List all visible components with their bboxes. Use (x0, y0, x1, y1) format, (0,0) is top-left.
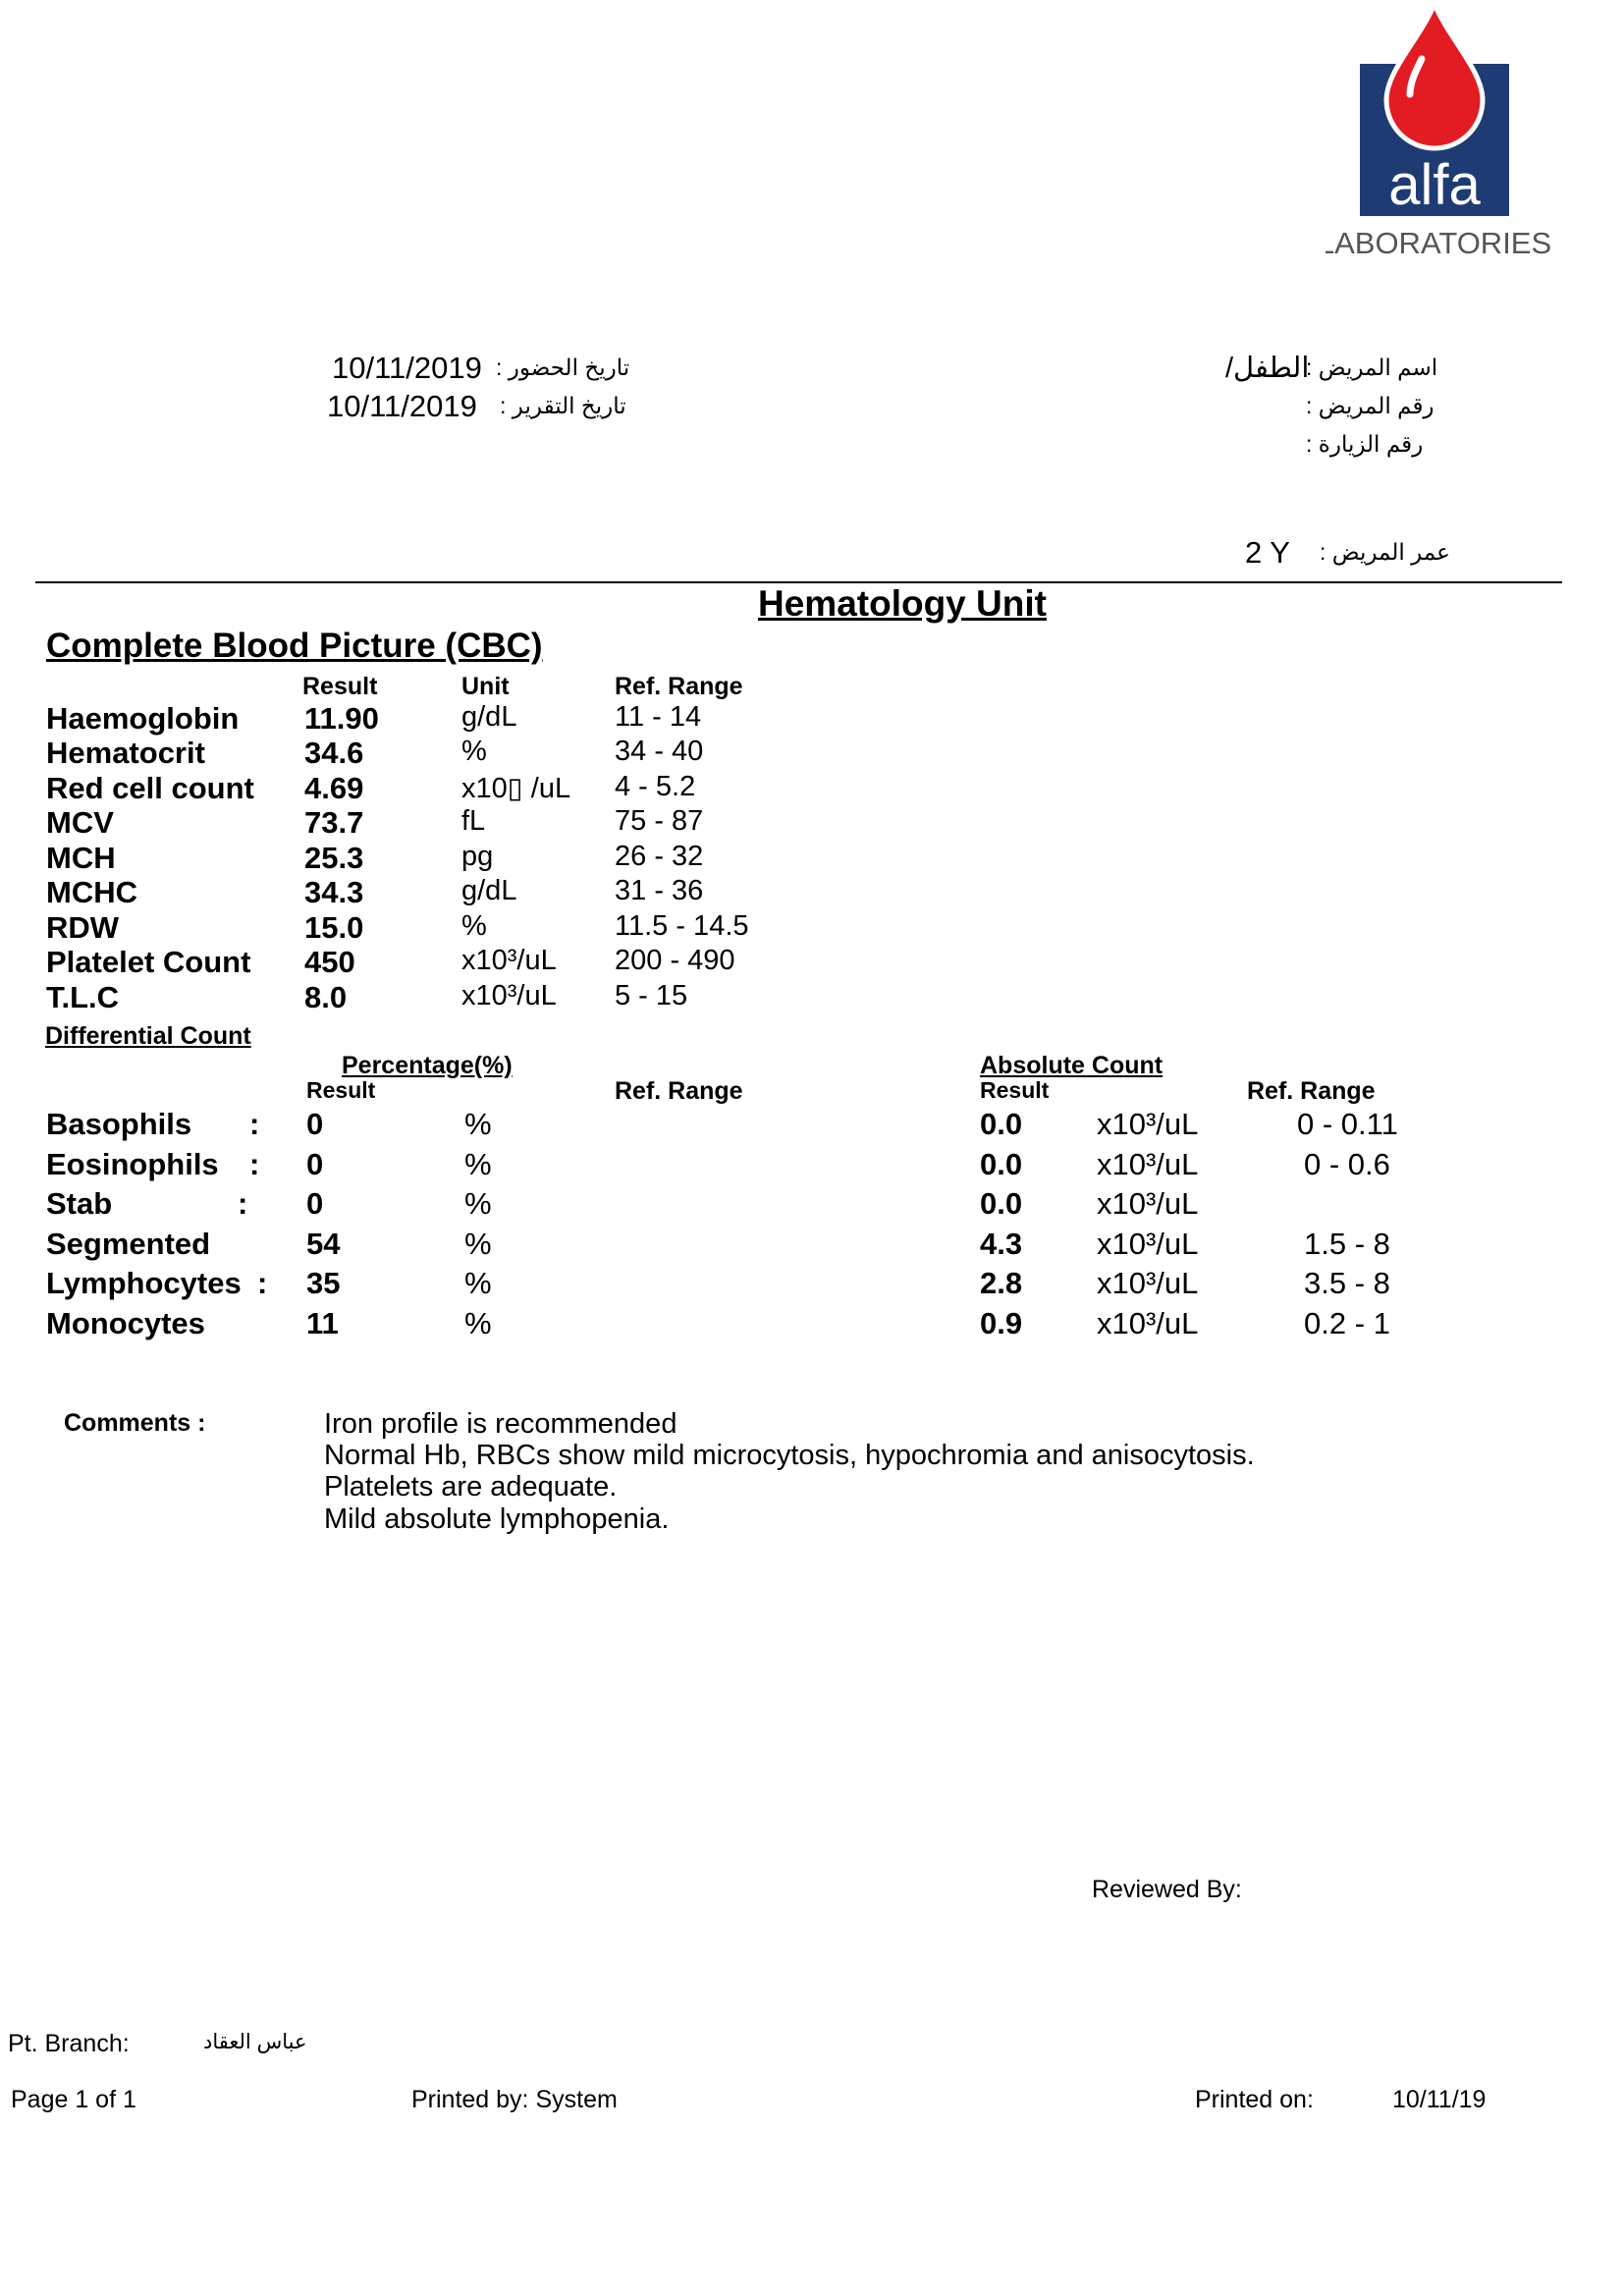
absolute-range-header: Ref. Range (1247, 1077, 1376, 1105)
diff-row-percent-unit: % (464, 1266, 492, 1300)
cbc-row-range: 75 - 87 (615, 805, 704, 837)
cbc-row-result: 34.3 (304, 875, 364, 909)
absolute-title: Absolute Count (980, 1052, 1164, 1079)
diff-row-absolute-unit: x10³/uL (1097, 1147, 1199, 1181)
diff-row-absolute-unit: x10³/uL (1097, 1306, 1199, 1340)
diff-row-percent: 0 (306, 1186, 324, 1221)
percentage-title: Percentage(%) (342, 1052, 513, 1079)
cbc-row-result: 73.7 (304, 805, 364, 840)
patient-name-value: الطفل/ (1225, 353, 1310, 384)
patient-id-label: رقم المريض : (1306, 393, 1435, 418)
comment-line: Platelets are adequate. (324, 1471, 618, 1503)
cbc-row-unit: x10³/uL (461, 945, 557, 976)
diff-row-percent-unit: % (464, 1306, 492, 1340)
reviewed-by-label: Reviewed By: (1092, 1876, 1242, 1903)
report-date-value: 10/11/2019 (327, 389, 477, 423)
page-number: Page 1 of 1 (11, 2086, 136, 2113)
branch-value: عباس العقاد (203, 2031, 307, 2053)
cbc-row-range: 4 - 5.2 (615, 771, 696, 802)
diff-row-absolute-range: 0.2 - 1 (1304, 1306, 1390, 1340)
printed-on-value: 10/11/19 (1392, 2086, 1487, 2113)
visit-number-label: رقم الزيارة : (1306, 431, 1424, 457)
percentage-result-header: Result (306, 1077, 376, 1103)
diff-row-absolute-unit: x10³/uL (1097, 1227, 1199, 1261)
cbc-row-name: Haemoglobin (46, 701, 240, 736)
cbc-header-range: Ref. Range (615, 673, 743, 700)
diff-row-name: Basophils (46, 1107, 192, 1141)
cbc-row-range: 34 - 40 (615, 736, 704, 767)
differential-title: Differential Count (45, 1022, 251, 1050)
logo-wordmark: alfa (1388, 153, 1481, 217)
blood-drop-logo-icon (1326, 0, 1566, 265)
attendance-date-value: 10/11/2019 (332, 351, 482, 385)
attendance-date-label: تاريخ الحضور : (496, 355, 630, 380)
diff-row-absolute: 0.0 (980, 1147, 1023, 1181)
cbc-row-name: RDW (46, 910, 120, 945)
cbc-row-range: 11.5 - 14.5 (615, 910, 749, 942)
cbc-row-name: Red cell count (46, 771, 254, 805)
diff-row-percent-unit: % (464, 1107, 492, 1141)
cbc-row-result: 15.0 (304, 910, 364, 945)
diff-row-percent: 11 (306, 1306, 339, 1340)
diff-row-percent-unit: % (464, 1227, 492, 1261)
diff-row-absolute-range: 1.5 - 8 (1304, 1227, 1390, 1261)
diff-row-absolute-unit: x10³/uL (1097, 1107, 1199, 1141)
diff-row-absolute-unit: x10³/uL (1097, 1186, 1199, 1221)
cbc-row-name: T.L.C (46, 980, 120, 1014)
printed-on-label: Printed on: (1195, 2086, 1314, 2113)
diff-row-percent-unit: % (464, 1186, 492, 1221)
diff-row-absolute-unit: x10³/uL (1097, 1266, 1199, 1300)
diff-row-name: Eosinophils (46, 1147, 219, 1181)
cbc-row-unit: % (461, 736, 487, 767)
printed-by: Printed by: System (411, 2086, 618, 2113)
absolute-result-header: Result (980, 1077, 1050, 1103)
diff-row-percent: 35 (306, 1266, 341, 1300)
diff-row-name: Segmented (46, 1227, 211, 1261)
diff-row-colon: : (257, 1266, 268, 1300)
patient-age-label: عمر المريض : (1320, 539, 1450, 565)
diff-row-absolute: 2.8 (980, 1266, 1023, 1300)
patient-name-label: اسم المريض : (1306, 355, 1438, 380)
diff-row-name: Lymphocytes (46, 1266, 242, 1300)
cbc-row-name: MCHC (46, 875, 137, 909)
comment-line: Mild absolute lymphopenia. (324, 1503, 670, 1535)
diff-row-absolute: 0.0 (980, 1107, 1023, 1141)
diff-row-colon: : (249, 1147, 260, 1181)
cbc-row-name: Platelet Count (46, 945, 251, 979)
cbc-row-unit: % (461, 910, 487, 942)
cbc-row-result: 8.0 (304, 980, 348, 1014)
cbc-row-result: 25.3 (304, 841, 364, 875)
cbc-row-unit: fL (461, 805, 486, 837)
cbc-header-unit: Unit (461, 673, 510, 700)
diff-row-name: Stab (46, 1186, 113, 1221)
diff-row-absolute-range: 3.5 - 8 (1304, 1266, 1390, 1300)
cbc-row-unit: g/dL (461, 701, 517, 733)
diff-row-colon: : (249, 1107, 260, 1141)
diff-row-percent-unit: % (464, 1147, 492, 1181)
cbc-row-range: 11 - 14 (615, 701, 702, 733)
alfa-logo (1326, 0, 1566, 265)
patient-age-value: 2 Y (1245, 535, 1290, 570)
percentage-range-header: Ref. Range (615, 1077, 743, 1105)
cbc-row-unit: g/dL (461, 875, 517, 906)
diff-row-absolute: 0.9 (980, 1306, 1023, 1340)
cbc-row-name: MCH (46, 841, 116, 875)
comment-line: Normal Hb, RBCs show mild microcytosis, hypochromia and anisocytosis. (324, 1440, 1255, 1471)
cbc-row-unit: pg (461, 841, 494, 872)
diff-row-absolute: 4.3 (980, 1227, 1023, 1261)
diff-row-percent: 0 (306, 1107, 324, 1141)
diff-row-colon: : (238, 1186, 248, 1221)
cbc-row-name: MCV (46, 805, 114, 840)
cbc-row-range: 26 - 32 (615, 841, 704, 872)
diff-row-name: Monocytes (46, 1306, 205, 1340)
cbc-row-range: 31 - 36 (615, 875, 704, 906)
cbc-row-result: 4.69 (304, 771, 364, 805)
diff-row-absolute: 0.0 (980, 1186, 1023, 1221)
diff-row-percent: 54 (306, 1227, 341, 1261)
diff-row-absolute-range: 0 - 0.6 (1304, 1147, 1390, 1181)
logo-subtitle: LABORATORIES (1326, 226, 1552, 260)
cbc-row-unit: x10▯ /uL (461, 773, 571, 804)
cbc-header-result: Result (302, 673, 378, 700)
report-date-label: تاريخ التقرير : (500, 393, 626, 418)
comments-label: Comments : (64, 1409, 206, 1437)
cbc-row-unit: x10³/uL (461, 980, 557, 1011)
cbc-row-name: Hematocrit (46, 736, 205, 770)
comment-line: Iron profile is recommended (324, 1408, 677, 1440)
cbc-row-range: 5 - 15 (615, 980, 688, 1011)
cbc-row-result: 11.90 (304, 701, 379, 736)
unit-title: Hematology Unit (758, 583, 1047, 624)
cbc-row-range: 200 - 490 (615, 945, 735, 976)
diff-row-percent: 0 (306, 1147, 324, 1181)
cbc-row-result: 34.6 (304, 736, 364, 770)
cbc-row-result: 450 (304, 945, 355, 979)
cbc-title: Complete Blood Picture (CBC) (46, 627, 543, 665)
diff-row-absolute-range: 0 - 0.11 (1297, 1107, 1398, 1141)
branch-label: Pt. Branch: (8, 2030, 130, 2057)
